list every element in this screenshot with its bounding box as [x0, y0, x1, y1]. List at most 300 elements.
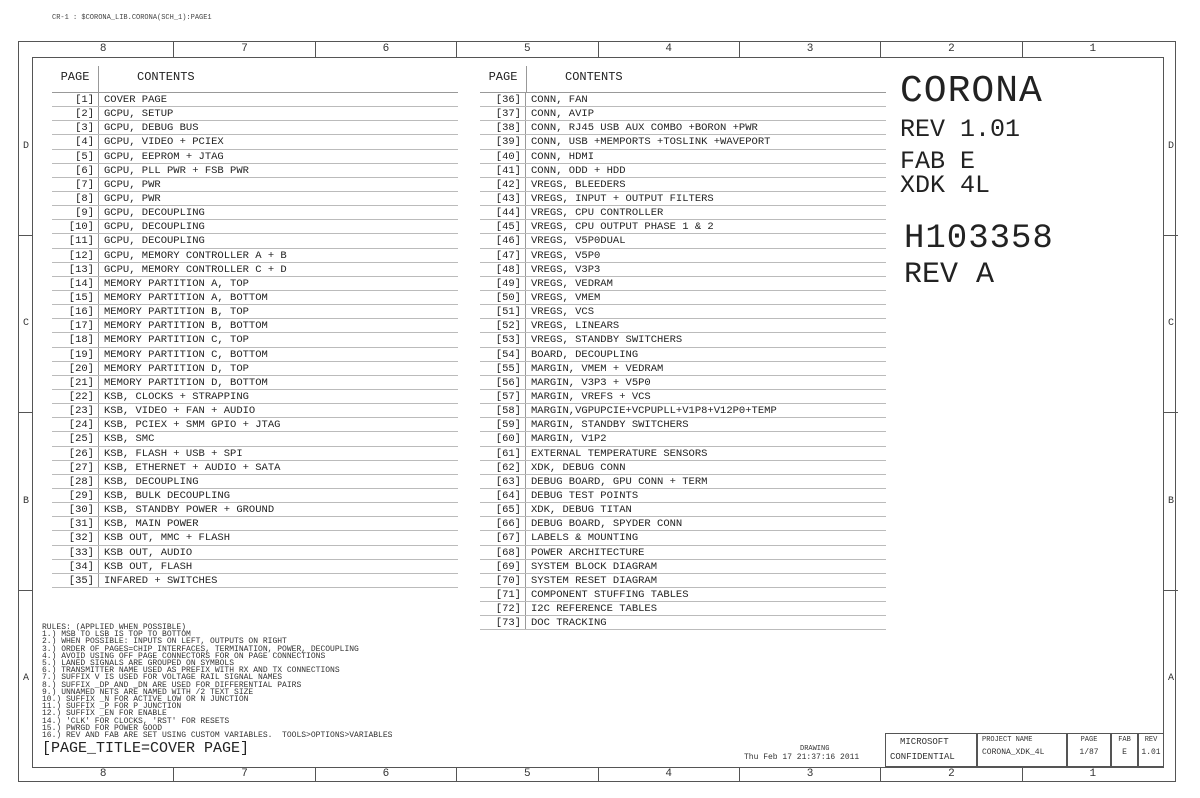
rule-line: 14.) 'CLK' FOR CLOCKS, 'RST' FOR RESETS: [42, 716, 230, 726]
toc-row: [52, 447, 458, 461]
toc-page-title: KSB, MAIN POWER: [104, 518, 199, 531]
toc-page-title: KSB, DECOUPLING: [104, 475, 199, 488]
toc-page-title: KSB, STANDBY POWER + GROUND: [104, 504, 275, 517]
toc-page-number: [28]: [52, 475, 99, 488]
toc-row: [480, 107, 886, 121]
toc-page-number: [60]: [480, 432, 526, 445]
toc-page-title: VREGS, CPU CONTROLLER: [531, 207, 664, 220]
zone-bar-right: [1164, 58, 1178, 767]
toc-page-number: [57]: [480, 390, 526, 403]
page-title: [PAGE_TITLE=COVER PAGE]: [42, 740, 250, 757]
toc-page-number: [65]: [480, 503, 526, 516]
toc-page-number: [16]: [52, 305, 99, 318]
toc-page-title: DEBUG BOARD, SPYDER CONN: [531, 518, 683, 531]
zone-row-label: B: [1164, 412, 1178, 590]
toc-page-title: CONN, RJ45 USB AUX COMBO +BORON +PWR: [531, 122, 758, 135]
toc-page-title: COMPONENT STUFFING TABLES: [531, 588, 689, 601]
toc-row: [52, 192, 458, 206]
toc-row: [480, 249, 886, 263]
toc-page-title: KSB, ETHERNET + AUDIO + SATA: [104, 461, 281, 474]
toc-page-number: [71]: [480, 588, 526, 601]
toc-page-number: [29]: [52, 489, 99, 502]
zone-col-label: 5: [456, 42, 597, 57]
toc-page-title: KSB, PCIEX + SMM GPIO + JTAG: [104, 419, 281, 432]
toc-row: [52, 489, 458, 503]
toc-row: [52, 376, 458, 390]
toc-page-number: [50]: [480, 291, 526, 304]
toc-page-number: [12]: [52, 249, 99, 262]
toc-page-number: [49]: [480, 277, 526, 290]
zone-col-label: 2: [880, 767, 1021, 782]
toc-row: [52, 362, 458, 376]
rev-value: 1.01: [1141, 748, 1161, 757]
company-cell: [885, 733, 977, 767]
toc-row: [480, 503, 886, 517]
rule-line: 6.) TRANSMITTER NAME USED AS PREFIX WITH RX AND TX CONNECTIONS: [42, 666, 340, 676]
toc-page-number: [42]: [480, 178, 526, 191]
fab-label: FAB: [1118, 736, 1131, 744]
toc-row: [52, 121, 458, 135]
toc-page-title: CONN, HDMI: [531, 150, 595, 163]
toc-page-number: [19]: [52, 348, 99, 361]
toc-row: [52, 475, 458, 489]
rule-line: 1.) MSB TO LSB IS TOP TO BOTTOM: [42, 630, 191, 640]
toc-page-title: XDK, DEBUG CONN: [531, 461, 626, 474]
toc-row: [52, 150, 458, 164]
zone-row-label: A: [1164, 590, 1178, 768]
toc-page-number: [21]: [52, 376, 99, 389]
toc-page-number: [35]: [52, 574, 99, 587]
zone-col-label: 6: [315, 42, 456, 57]
toc-page-number: [66]: [480, 517, 526, 530]
toc-page-title: VREGS, VEDRAM: [531, 277, 613, 290]
rule-line: 5.) LANED SIGNALS ARE GROUPED ON SYMBOLS: [42, 659, 235, 669]
toc-page-number: [8]: [52, 192, 99, 205]
toc-page-title: MEMORY PARTITION D, TOP: [104, 362, 249, 375]
toc-row: [52, 234, 458, 248]
toc-page-title: KSB, VIDEO + FAN + AUDIO: [104, 405, 256, 418]
toc-row: [480, 178, 886, 192]
toc-row: [52, 574, 458, 588]
project-name: CORONA: [900, 70, 1043, 113]
toc-page-title: MEMORY PARTITION D, BOTTOM: [104, 376, 268, 389]
toc-page-title: GCPU, MEMORY CONTROLLER C + D: [104, 263, 287, 276]
toc-page-title: GCPU, VIDEO + PCIEX: [104, 136, 224, 149]
toc-page-number: [44]: [480, 206, 526, 219]
toc-row: [52, 263, 458, 277]
toc-row: [480, 135, 886, 149]
toc-page-title: GCPU, DECOUPLING: [104, 235, 205, 248]
toc-page-title: KSB, FLASH + USB + SPI: [104, 447, 243, 460]
zone-col-label: 1: [1022, 767, 1163, 782]
toc-row: [480, 164, 886, 178]
toc-row: [52, 206, 458, 220]
rule-line: RULES: (APPLIED WHEN POSSIBLE): [42, 623, 187, 632]
zone-bar-top: [33, 42, 1163, 57]
toc-page-title: GCPU, MEMORY CONTROLLER A + B: [104, 249, 287, 262]
toc-page-number: [27]: [52, 461, 99, 474]
toc-row: [480, 602, 886, 616]
toc-page-title: GCPU, PLL PWR + FSB PWR: [104, 164, 249, 177]
toc-page-number: [6]: [52, 164, 99, 177]
toc-page-number: [25]: [52, 432, 99, 445]
toc-page-number: [72]: [480, 602, 526, 615]
toc-page-number: [52]: [480, 319, 526, 332]
page-value: 1/87: [1079, 748, 1099, 757]
toc-page-title: MARGIN, V1P2: [531, 433, 607, 446]
toc-row: [52, 277, 458, 291]
toc-row: [480, 404, 886, 418]
toc-page-number: [15]: [52, 291, 99, 304]
zone-col-label: 4: [598, 42, 739, 57]
toc-page-title: MEMORY PARTITION B, BOTTOM: [104, 320, 268, 333]
toc-page-title: VREGS, VCS: [531, 306, 595, 319]
toc-page-number: [30]: [52, 503, 99, 516]
toc-row: [480, 376, 886, 390]
rule-line: 15.) PWRGD FOR POWER GOOD: [42, 723, 163, 733]
toc-page-number: [10]: [52, 220, 99, 233]
rule-line: 3.) ORDER OF PAGES=CHIP INTERFACES, TERMINATION, POWER, DECOUPLING: [42, 644, 359, 654]
toc-page-title: DOC TRACKING: [531, 617, 607, 630]
toc-row: [480, 291, 886, 305]
toc-page-number: [54]: [480, 348, 526, 361]
toc-row: [480, 93, 886, 107]
fab-cell: [1111, 733, 1138, 767]
toc-row: [480, 546, 886, 560]
toc-row: [480, 362, 886, 376]
toc-page-number: [53]: [480, 333, 526, 346]
toc-page-number: [69]: [480, 560, 526, 573]
toc-page-number: [56]: [480, 376, 526, 389]
project-xdk: XDK 4L: [900, 171, 991, 200]
toc-header-contents: CONTENTS: [565, 70, 623, 84]
toc-page-title: CONN, AVIP: [531, 108, 595, 121]
zone-col-label: 8: [99, 43, 107, 55]
toc-row: [52, 93, 458, 107]
toc-row: [480, 234, 886, 248]
toc-page-title: BOARD, DECOUPLING: [531, 348, 639, 361]
toc-header: [480, 66, 886, 92]
toc-row: [480, 348, 886, 362]
toc-row: [480, 150, 886, 164]
zone-row-label: C: [1164, 235, 1178, 413]
toc-page-title: GCPU, PWR: [104, 178, 161, 191]
toc-row: [52, 546, 458, 560]
toc-page-title: XDK, DEBUG TITAN: [531, 504, 632, 517]
project-name-value: CORONA_XDK_4L: [982, 748, 1045, 757]
toc-row: [480, 588, 886, 602]
rule-line: 9.) UNNAMED NETS ARE NAMED WITH /2 TEXT SIZE: [42, 687, 254, 697]
zone-col-label: 7: [173, 42, 314, 57]
toc-row: [52, 305, 458, 319]
rule-line: 8.) SUFFIX _DP AND _DN ARE USED FOR DIFFERENTIAL PAIRS: [42, 680, 302, 690]
toc-row: [52, 164, 458, 178]
toc-row: [480, 277, 886, 291]
sheet-path-header: CR-1 : $CORONA_LIB.CORONA(SCH_1):PAGE1: [52, 14, 212, 22]
project-name-label: PROJECT NAME: [982, 736, 1033, 744]
toc-page-number: [48]: [480, 263, 526, 276]
toc-right-column: [480, 66, 886, 630]
toc-page-number: [20]: [52, 362, 99, 375]
toc-row: [480, 489, 886, 503]
toc-page-title: GCPU, PWR: [104, 192, 161, 205]
toc-page-title: MEMORY PARTITION A, BOTTOM: [104, 291, 268, 304]
toc-page-title: INFARED + SWITCHES: [104, 574, 218, 587]
toc-page-title: DEBUG TEST POINTS: [531, 489, 639, 502]
toc-page-number: [36]: [480, 93, 526, 106]
part-number: H103358: [904, 220, 1054, 258]
toc-page-title: SYSTEM RESET DIAGRAM: [531, 574, 658, 587]
toc-page-title: MARGIN, VMEM + VEDRAM: [531, 362, 664, 375]
toc-row: [52, 517, 458, 531]
toc-row: [480, 475, 886, 489]
toc-row: [480, 263, 886, 277]
toc-page-number: [34]: [52, 560, 99, 573]
rule-line: 11.) SUFFIX _P FOR P JUNCTION: [42, 702, 182, 712]
toc-row: [480, 418, 886, 432]
toc-row: [480, 192, 886, 206]
toc-page-title: KSB OUT, AUDIO: [104, 546, 193, 559]
toc-row: [480, 517, 886, 531]
toc-page-number: [5]: [52, 150, 99, 163]
zone-col-label: 3: [739, 767, 880, 782]
toc-page-title: VREGS, INPUT + OUTPUT FILTERS: [531, 192, 714, 205]
zone-col-label: 2: [880, 42, 1021, 57]
toc-page-number: [40]: [480, 150, 526, 163]
toc-page-title: CONN, ODD + HDD: [531, 164, 626, 177]
zone-col-label: 3: [739, 42, 880, 57]
toc-page-number: [38]: [480, 121, 526, 134]
toc-page-number: [9]: [52, 206, 99, 219]
toc-page-title: GCPU, DEBUG BUS: [104, 122, 199, 135]
toc-page-number: [33]: [52, 546, 99, 559]
toc-page-title: GCPU, SETUP: [104, 108, 174, 121]
toc-page-number: [73]: [480, 616, 526, 629]
toc-row: [480, 447, 886, 461]
toc-page-title: VREGS, STANDBY SWITCHERS: [531, 334, 683, 347]
toc-page-number: [47]: [480, 249, 526, 262]
toc-row: [480, 560, 886, 574]
project-revision: REV 1.01: [900, 115, 1021, 144]
toc-row: [52, 432, 458, 446]
toc-row: [52, 531, 458, 545]
toc-row: [52, 348, 458, 362]
toc-page-number: [55]: [480, 362, 526, 375]
toc-row: [52, 560, 458, 574]
zone-bar-left: [19, 58, 33, 767]
toc-row: [480, 432, 886, 446]
toc-row: [52, 461, 458, 475]
toc-row: [480, 574, 886, 588]
project-title-block: [900, 70, 1054, 292]
project-name-cell: [977, 733, 1067, 767]
toc-page-title: VREGS, VMEM: [531, 291, 601, 304]
toc-row: [52, 404, 458, 418]
toc-page-title: I2C REFERENCE TABLES: [531, 603, 658, 616]
toc-page-title: EXTERNAL TEMPERATURE SENSORS: [531, 447, 708, 460]
zone-row-label: D: [1167, 140, 1174, 152]
toc-page-title: COVER PAGE: [104, 94, 168, 106]
toc-right-rows: [480, 92, 886, 630]
zone-col-label: 7: [173, 767, 314, 782]
toc-row: [480, 121, 886, 135]
toc-page-title: KSB, BULK DECOUPLING: [104, 489, 231, 502]
toc-header-contents: CONTENTS: [137, 70, 195, 84]
zone-row-label: C: [19, 235, 33, 413]
toc-page-number: [3]: [52, 121, 99, 134]
toc-page-title: VREGS, V5P0: [531, 249, 601, 262]
toc-row: [480, 390, 886, 404]
toc-row: [52, 390, 458, 404]
confidentiality-label: CONFIDENTIAL: [890, 752, 955, 762]
rules-notes: [42, 624, 392, 739]
rule-line: 2.) WHEN POSSIBLE: INPUTS ON LEFT, OUTPUTS ON RIGHT: [42, 637, 287, 647]
company-name: MICROSOFT: [900, 737, 949, 747]
toc-row: [52, 178, 458, 192]
toc-page-title: MARGIN,VGPUPCIE+VCPUPLL+V1P8+V12P0+TEMP: [531, 405, 777, 418]
rule-line: 4.) AVOID USING OFF PAGE CONNECTORS FOR ON PAGE CONNECTIONS: [42, 651, 326, 661]
toc-page-title: VREGS, BLEEDERS: [531, 178, 626, 191]
toc-row: [52, 249, 458, 263]
toc-page-number: [41]: [480, 164, 526, 177]
toc-header-page: PAGE: [52, 66, 99, 92]
page-cell: [1067, 733, 1111, 767]
toc-page-title: MEMORY PARTITION C, TOP: [104, 334, 249, 347]
toc-row: [52, 135, 458, 149]
toc-page-title: MEMORY PARTITION A, TOP: [104, 277, 249, 290]
toc-page-number: [37]: [480, 107, 526, 120]
toc-page-title: VREGS, LINEARS: [531, 320, 620, 333]
toc-page-title: KSB OUT, FLASH: [104, 560, 193, 573]
toc-row: [52, 319, 458, 333]
toc-page-title: KSB, SMC: [104, 433, 155, 446]
toc-page-number: [45]: [480, 220, 526, 233]
toc-page-title: VREGS, CPU OUTPUT PHASE 1 & 2: [531, 221, 714, 234]
zone-row-label: A: [19, 590, 33, 768]
page-label: PAGE: [1080, 736, 1098, 744]
zone-col-label: 5: [456, 767, 597, 782]
toc-page-number: [11]: [52, 234, 99, 247]
toc-row: [52, 333, 458, 347]
toc-page-number: [62]: [480, 461, 526, 474]
toc-row: [52, 503, 458, 517]
zone-bar-bottom: [33, 767, 1163, 782]
toc-page-number: [39]: [480, 135, 526, 148]
toc-page-number: [23]: [52, 404, 99, 417]
toc-page-number: [7]: [52, 178, 99, 191]
toc-page-number: [43]: [480, 192, 526, 205]
toc-page-number: [63]: [480, 475, 526, 488]
rev-label: REV: [1144, 736, 1158, 744]
toc-page-title: SYSTEM BLOCK DIAGRAM: [531, 560, 658, 573]
toc-row: [52, 107, 458, 121]
drawing-label: DRAWING: [800, 745, 830, 753]
rule-line: 10.) SUFFIX _N FOR ACTIVE LOW OR N JUNCTION: [42, 695, 249, 705]
rule-line: 16.) REV AND FAB ARE SET USING CUSTOM VARIABLES. TOOLS>OPTIONS>VARIABLES: [42, 731, 393, 741]
toc-page-title: GCPU, DECOUPLING: [104, 207, 205, 220]
toc-page-number: [46]: [480, 234, 526, 247]
toc-page-number: [17]: [52, 319, 99, 332]
fab-value: E: [1122, 748, 1127, 757]
toc-row: [52, 418, 458, 432]
toc-page-number: [13]: [52, 263, 99, 276]
toc-page-title: MARGIN, V3P3 + V5P0: [531, 376, 651, 389]
toc-page-title: POWER ARCHITECTURE: [531, 546, 645, 559]
toc-page-number: [61]: [480, 447, 526, 460]
toc-page-number: [18]: [52, 333, 99, 346]
toc-row: [480, 333, 886, 347]
zone-row-label: D: [22, 140, 29, 152]
toc-row: [480, 220, 886, 234]
toc-page-number: [31]: [52, 517, 99, 530]
toc-page-number: [24]: [52, 418, 99, 431]
toc-row: [480, 461, 886, 475]
toc-page-title: GCPU, DECOUPLING: [104, 221, 205, 234]
rule-line: 12.) SUFFIX _EN FOR ENABLE: [42, 709, 167, 719]
toc-page-number: [2]: [52, 107, 99, 120]
zone-col-label: 4: [598, 767, 739, 782]
rule-line: 7.) SUFFIX V IS USED FOR VOLTAGE RAIL SIGNAL NAMES: [42, 673, 283, 683]
toc-page-number: [32]: [52, 531, 99, 544]
toc-row: [52, 291, 458, 305]
toc-page-number: [26]: [52, 447, 99, 460]
toc-page-title: CONN, FAN: [531, 94, 588, 106]
toc-header: [52, 66, 458, 92]
toc-row: [52, 220, 458, 234]
toc-left-rows: [52, 92, 458, 588]
toc-page-title: KSB OUT, MMC + FLASH: [104, 532, 231, 545]
toc-page-number: [58]: [480, 404, 526, 417]
toc-page-title: MEMORY PARTITION B, TOP: [104, 306, 249, 319]
toc-page-title: CONN, USB +MEMPORTS +TOSLINK +WAVEPORT: [531, 136, 771, 149]
toc-page-number: [68]: [480, 546, 526, 559]
toc-page-title: VREGS, V5P0DUAL: [531, 235, 626, 248]
zone-col-label: 1: [1022, 42, 1163, 57]
toc-row: [480, 319, 886, 333]
toc-page-number: [59]: [480, 418, 526, 431]
zone-col-label: 6: [315, 767, 456, 782]
toc-page-number: [4]: [52, 135, 99, 148]
toc-page-title: KSB, CLOCKS + STRAPPING: [104, 390, 249, 403]
toc-row: [480, 531, 886, 545]
toc-page-title: MARGIN, VREFS + VCS: [531, 390, 651, 403]
toc-row: [480, 616, 886, 630]
toc-row: [480, 305, 886, 319]
toc-page-number: [64]: [480, 489, 526, 502]
toc-page-title: DEBUG BOARD, GPU CONN + TERM: [531, 475, 708, 488]
toc-page-title: VREGS, V3P3: [531, 263, 601, 276]
toc-header-page: PAGE: [480, 66, 527, 92]
toc-page-number: [1]: [52, 93, 99, 106]
toc-page-title: MARGIN, STANDBY SWITCHERS: [531, 419, 689, 432]
toc-page-number: [70]: [480, 574, 526, 587]
toc-page-title: MEMORY PARTITION C, BOTTOM: [104, 348, 268, 361]
project-fab: FAB E: [900, 147, 976, 176]
rev-cell: [1138, 733, 1164, 767]
toc-left-column: [52, 66, 458, 588]
toc-page-number: [51]: [480, 305, 526, 318]
toc-page-number: [22]: [52, 390, 99, 403]
zone-col-label: 8: [99, 768, 107, 780]
toc-row: [480, 206, 886, 220]
toc-page-title: GCPU, EEPROM + JTAG: [104, 150, 224, 163]
zone-row-label: B: [19, 412, 33, 590]
drawing-date: Thu Feb 17 21:37:16 2011: [744, 753, 860, 762]
toc-page-number: [67]: [480, 531, 526, 544]
toc-page-number: [14]: [52, 277, 99, 290]
part-revision: REV A: [904, 258, 995, 292]
toc-page-title: LABELS & MOUNTING: [531, 532, 639, 545]
